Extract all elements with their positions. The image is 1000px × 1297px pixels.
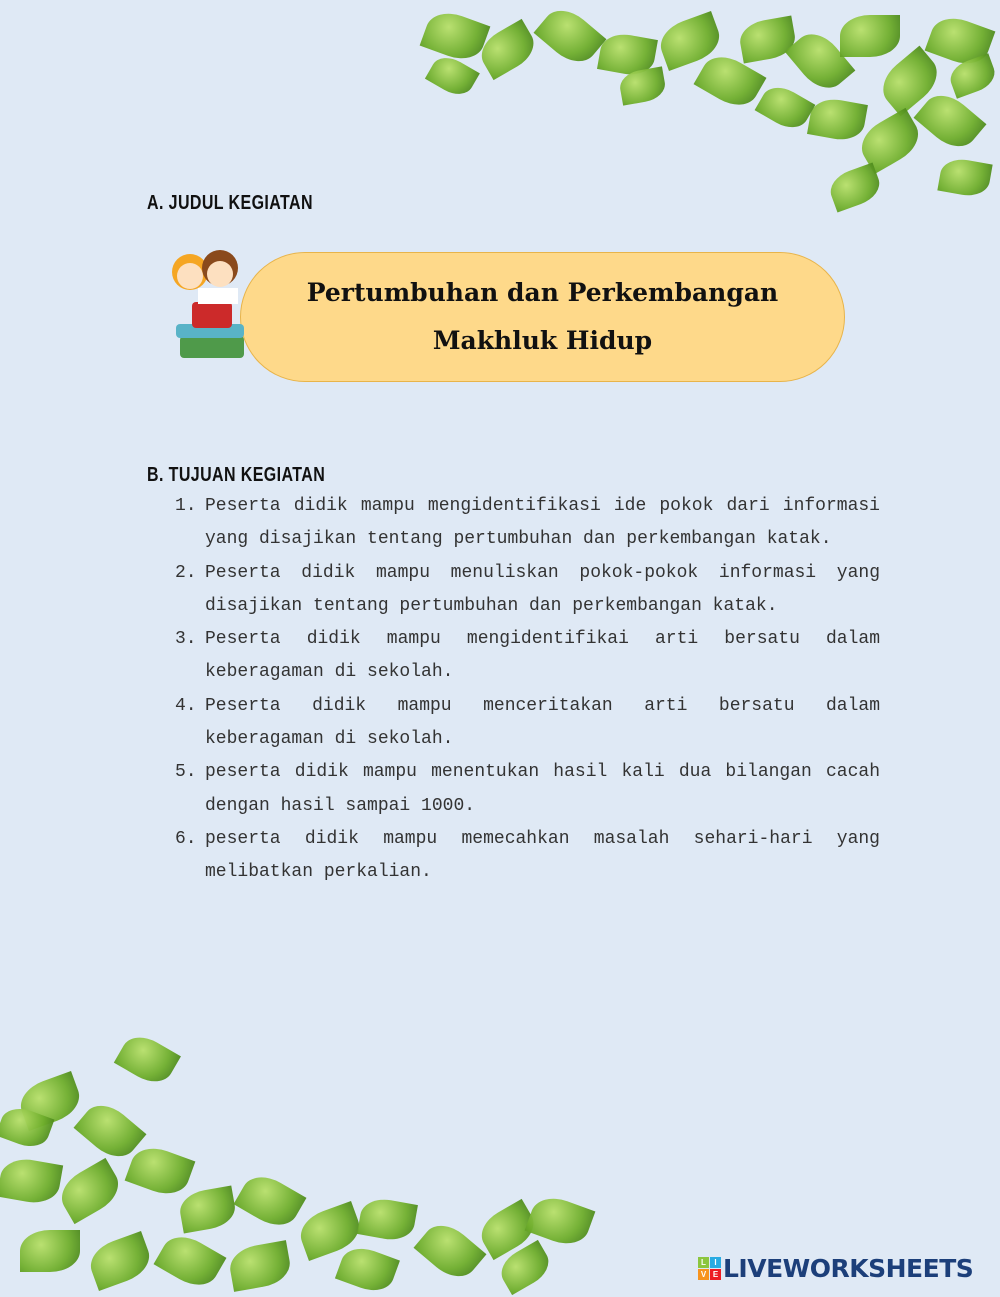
item-number: 3. [175,629,197,650]
leaf [85,1231,156,1291]
item-text: Peserta didik mampu menuliskan pokok-pokok informasi yang disajikan tentang pertumbuhan dan perkembangan katak. [205,562,880,616]
item-text: peserta didik mampu memecahkan masalah sehari-hari yang melibatkan perkalian. [205,828,880,883]
item-number: 5. [175,762,197,783]
leaf [534,1,607,72]
leaf [414,1216,487,1287]
list-item [175,623,880,690]
logo-cube-icon: L I V E [698,1257,721,1280]
item-number: 4. [175,695,197,716]
item-text: Peserta didik mampu menceritakan arti bersatu dalam keberagaman di sekolah. [205,695,880,750]
item-text: Peserta didik mampu mengidentifikai arti bersatu dalam keberagaman di sekolah. [205,629,880,683]
liveworksheets-logo[interactable] [698,1254,973,1283]
logo-text: LIVEWORKSHEETS [723,1254,974,1283]
leaf [177,1186,238,1233]
leaf [114,1029,181,1090]
item-number: 6. [175,828,197,849]
leaf [755,80,816,135]
leaf [0,1155,63,1207]
leaf [125,1141,196,1201]
list-item [175,756,880,823]
leaf [234,1168,307,1234]
leaf [54,1158,127,1224]
item-text: peserta didik mampu menentukan hasil kali dua bilangan cacah dengan hasil sampai 1000. [205,762,880,816]
leaf [937,156,992,199]
section-b-heading: B. TUJUAN KEGIATAN [147,464,326,486]
list-item [175,690,880,757]
objectives-list [175,490,880,890]
leaf [227,1240,293,1292]
leaf [20,1230,80,1272]
section-a-heading: A. JUDUL KEGIATAN [147,192,313,214]
list-item [175,490,880,557]
title-banner [240,252,845,382]
activity-title-line-1: Pertumbuhan dan Perkembangan [306,278,779,307]
leaf [154,1228,227,1294]
leaf [807,96,868,143]
item-number: 1. [175,496,197,516]
item-number: 2. [175,562,197,583]
leaf [840,15,900,57]
leaf [335,1242,400,1297]
leaf [420,6,491,66]
item-text: Peserta didik mampu mengidentifikasi ide pokok dari informasi yang disajikan tentang pertumbuhan dan perkembangan katak. [205,496,880,550]
list-item [175,557,880,624]
leaf [357,1196,418,1243]
leaf [425,51,480,101]
activity-title-line-2: Makhluk Hidup [432,326,653,355]
list-item [175,823,880,890]
